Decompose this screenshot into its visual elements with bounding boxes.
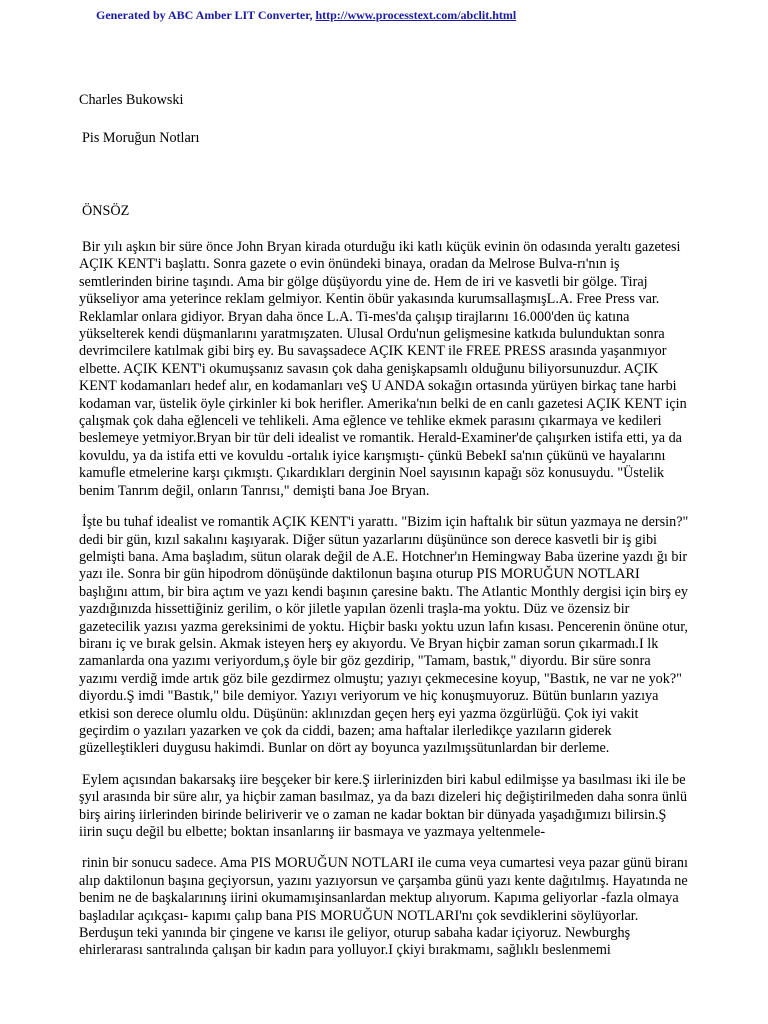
converter-header-text: Generated by ABC Amber LIT Converter,: [96, 8, 313, 22]
paragraph: Eylem açısından bakarsakş iire beşçeker bir kere.Ş iirlerinizden biri kabul edilmişse ya basılması iki ile be şyıl arasında bir süre alır, ya hiçbir zaman basılmaz, ya da bazı dizeleri hiç değiştirilmeden daha sonra ünlü birş airinş iirlerinden birinde beliriverir ve o zaman ne kadar boktan bir dünyada yaşadığımızı bilirsin.Ş iirin suçu değil bu elbette; boktan insanlarınş iir basmaya ve yazmaya yeltenmele-: [79, 771, 688, 840]
body-text: [79, 239, 691, 974]
paragraph: Bir yılı aşkın bir süre önce John Bryan kirada oturduğu iki katlı küçük evinin ön odasında yeraltı gazetesi AÇIK KENT'i başlattı. Sonra gazete o evin önündeki binaya, oradan da Melrose Bulva-rı'nın iş semtlerinden birine taşındı. Ama bir gölge düşüyordu yine de. Hem de iri ve kasvetli bir gölge. Tiraj yükseliyor ama yeterince reklam gelmiyor. Kentin öbür yakasında kurumsallaşmışL.A. Free Press var. Reklamlar onlara gidiyor. Bryan daha önce L.A. Ti-mes'da çalışıp tirajlarını 16.000'den üç katına yükselterek kendi düşmanlarını yaratmışzaten. Ulusal Ordu'nun gelişmesine katkıda bulunduktan sonra devrimcilere katılmak gibi birş ey. Bu savaşsadece AÇIK KENT ile FREE PRESS arasında yaşanmıyor elbette. AÇIK KENT'i okumuşsanız savasın çok daha genişkapsamlı olduğunu biliyorsunuzdur. AÇIK KENT kodamanları hedef alır, en kodamanları veŞ U ANDA sokağın ortasında yürüyen birkaç tane harbi kodaman var, üstelik öyle çirkinler ki bok herifler. Amerika'nın belki de en canlı gazetesi AÇIK KENT için çalışmak çok daha eğlenceli ve tehlikeli. Ama eğlence ve tehlike ekmek parasını çıkarmaya ve kedileri beslemeye yetmiyor.Bryan bir tür deli idealist ve romantik. Herald-Examiner'de çalışırken istifa etti, ya da kovuldu, ya da istifa etti ve kovuldu -ortalık iyice karışmıştı- çünkü BebekI sa'nın çükünü ve hayalarını kamufle etmelerine karşı çıkmıştı. Çıkardıkları derginin Noel sayısının kapağı söz konusuydu. "Üstelik benim Tanrım değil, onların Tanrısı," demişti bana Joe Bryan.: [79, 239, 687, 499]
author-name: Charles Bukowski: [79, 92, 184, 108]
converter-link[interactable]: http://www.processtext.com/abclit.html: [315, 8, 517, 22]
section-heading: ÖNSÖZ: [82, 203, 130, 219]
paragraph: rinin bir sonucu sadece. Ama PIS MORUĞUN NOTLARI ile cuma veya cumartesi veya pazar günü biranı alıp daktilonun başına geçiyorsun, yazını yazıyorsun ve çarşamba günü yazı kente dağıtılmış. Hayatında ne benim ne de başkalarınınş iirini okumamışinsanlardan mektup alıyorum. Kapıma geliyorlar -fazla olmaya başladılar açıkçası- kapımı çalıp bana PIS MORUĞUN NOTLARI'nı çok sevdiklerini söylüyorlar. Berduşun teki yanında bir çingene ve karısı ile geliyor, oturup sabaha kadar içiyoruz. Newburghş ehirlerarası santralında çalışan bir kadın para yolluyor.I çkiyi bırakmamı, sağlıklı beslenmemi: [79, 855, 688, 959]
paragraph: İşte bu tuhaf idealist ve romantik AÇIK KENT'i yarattı. "Bizim için haftalık bir sütun yazmaya ne dersin?" dedi bir gün, kızıl sakalını kaşıyarak. Diğer sütun yazarlarını düşününce son derece kasvetli bir iş gibi gelmişti bana. Ama başladım, sütun olarak değil de A.E. Hotchner'ın Hemingway Baba üzerine yazdı ğı bir yazı ile. Sonra bir gün hipodrom dönüşünde daktilonun başına oturup PIS MORUĞUN NOTLARI başlığını attım, bir bira açtım ve yazı kendi başının çaresine baktı. The Atlantic Monthly dergisi için birş ey yazdığınızda hissettiğiniz gerilim, o kör jiletle yapılan özenli traşla-ma yoktu. Düz ve özensiz bir gazetecilik yazısı yazma gereksinimi de yoktu. Hiçbir baskı yoktu uzun lafın kısası. Pencerenin önüne otur, biranı iç ve bırak gelsin. Akmak isteyen herş ey akıyordu. Ve Bryan hiçbir zaman sorun çıkarmadı.I lk zamanlarda ona yazımı veriyordum,ş öyle bir göz gezdirip, "Tamam, bastık," diyordu. Bir süre sonra yazımı verdiğ imde artık göz bile gezdirmez olmuştu; yazıyı çekmecesine koyup, "Bastık, ne var ne yok?" diyordu.Ş imdi "Bastık," bile demiyor. Yazıyı veriyorum ve hiç konuşmuyoruz. Bütün bunların yazıya etkisi son derece olumlu oldu. Düşünün: aklınızdan geçen herş eyi yazma özgürlüğü. Çok iyi vakit geçirdim o yazıları yazarken ve çok da ciddi, bazen; ama haftalar ilerledikçe yazıların giderek güzelleştikleri duygusu hakimdi. Bunlar on dört ay boyunca yazılmışsütunlardan bir derleme.: [79, 514, 689, 757]
book-title: Pis Moruğun Notları: [82, 130, 200, 146]
converter-header: [96, 8, 516, 23]
